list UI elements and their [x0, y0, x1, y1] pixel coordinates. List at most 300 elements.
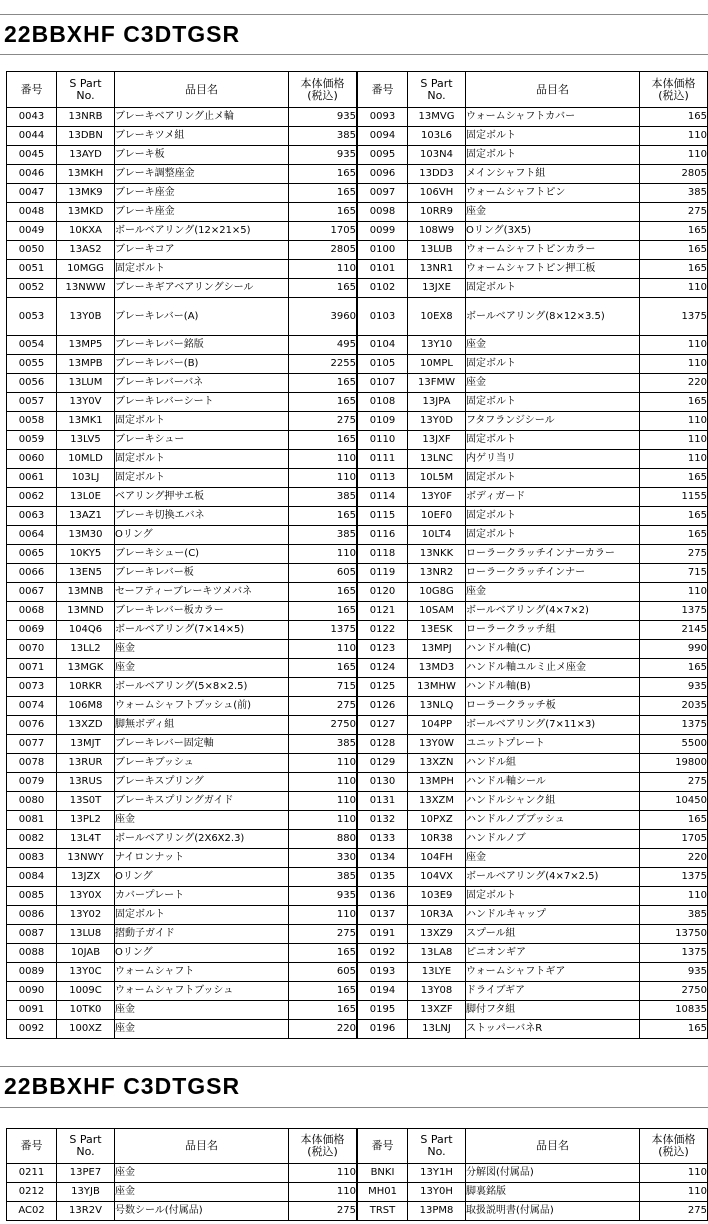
table-row [7, 678, 357, 697]
part-code: 106VH [408, 184, 466, 203]
table-row [358, 830, 708, 849]
table-row [7, 336, 357, 355]
part-number: 0113 [358, 469, 408, 488]
part-price: 385 [640, 906, 708, 925]
part-number: 0070 [7, 640, 57, 659]
part-name: ボールベアリング(5×8×2.5) [115, 678, 289, 697]
table-row [7, 944, 357, 963]
part-number: MH01 [358, 1183, 408, 1202]
table-row [358, 621, 708, 640]
part-price: 1155 [640, 488, 708, 507]
part-code: 10LT4 [408, 526, 466, 545]
part-name: ブレーキ座金 [115, 203, 289, 222]
part-code: 10MGG [57, 260, 115, 279]
part-price: 275 [289, 925, 357, 944]
part-price: 110 [289, 260, 357, 279]
part-price: 385 [289, 868, 357, 887]
part-name: 座金 [466, 203, 640, 222]
part-name: ハンドルキャップ [466, 906, 640, 925]
part-name: Oリング [115, 944, 289, 963]
part-number: 0052 [7, 279, 57, 298]
part-number: 0116 [358, 526, 408, 545]
part-price: 110 [640, 146, 708, 165]
part-code: 13MD3 [408, 659, 466, 678]
part-code: 13Y0X [57, 887, 115, 906]
part-name: 座金 [115, 1001, 289, 1020]
part-number: 0089 [7, 963, 57, 982]
table-row [358, 431, 708, 450]
part-price: 275 [640, 203, 708, 222]
table-row [358, 564, 708, 583]
part-name: メインシャフト組 [466, 165, 640, 184]
part-code: 103LJ [57, 469, 115, 488]
col-header-price: 本体価格 (税込) [289, 72, 357, 108]
part-code: 10EX8 [408, 298, 466, 336]
table-row [358, 507, 708, 526]
table-row [7, 526, 357, 545]
part-code: 13MND [57, 602, 115, 621]
part-number: 0094 [358, 127, 408, 146]
part-name: ボールベアリング(2X6X2.3) [115, 830, 289, 849]
table-row [358, 659, 708, 678]
part-name: 固定ボルト [466, 146, 640, 165]
part-code: 13LL2 [57, 640, 115, 659]
table-row [7, 583, 357, 602]
part-name: ハンドル軸(C) [466, 640, 640, 659]
part-number: 0043 [7, 108, 57, 127]
part-name: ブレーキ板 [115, 146, 289, 165]
part-code: 13DBN [57, 127, 115, 146]
part-name: ドライブギア [466, 982, 640, 1001]
part-number: 0068 [7, 602, 57, 621]
part-code: 13LU8 [57, 925, 115, 944]
part-number: 0044 [7, 127, 57, 146]
part-number: 0046 [7, 165, 57, 184]
col-header-name: 品目名 [466, 72, 640, 108]
table-row [358, 488, 708, 507]
part-price: 5500 [640, 735, 708, 754]
part-name: 固定ボルト [466, 469, 640, 488]
part-price: 385 [289, 488, 357, 507]
part-price: 13750 [640, 925, 708, 944]
part-number: 0124 [358, 659, 408, 678]
part-price: 110 [289, 640, 357, 659]
part-name: 固定ボルト [115, 260, 289, 279]
part-code: 13PE7 [57, 1164, 115, 1183]
part-price: 165 [640, 507, 708, 526]
part-name: ローラークラッチインナーカラー [466, 545, 640, 564]
part-number: 0125 [358, 678, 408, 697]
parts-table-2-right [357, 1128, 708, 1221]
table-row [7, 260, 357, 279]
part-price: 2255 [289, 355, 357, 374]
part-code: 13MKD [57, 203, 115, 222]
table-row [358, 222, 708, 241]
part-name: ハンドルノブ [466, 830, 640, 849]
part-number: 0132 [358, 811, 408, 830]
table-row [358, 1183, 708, 1202]
part-name: ハンドル組 [466, 754, 640, 773]
part-price: 165 [289, 393, 357, 412]
table-row [7, 1164, 357, 1183]
table-row [7, 393, 357, 412]
part-code: 10PXZ [408, 811, 466, 830]
table-row [7, 792, 357, 811]
part-code: 13RUS [57, 773, 115, 792]
part-price: 165 [640, 659, 708, 678]
part-name: ウォームシャフトブッシュ [115, 982, 289, 1001]
part-price: 165 [289, 507, 357, 526]
part-number: 0194 [358, 982, 408, 1001]
part-number: 0087 [7, 925, 57, 944]
part-price: 165 [640, 526, 708, 545]
part-code: 13MPB [57, 355, 115, 374]
table-row [358, 1202, 708, 1221]
part-number: 0069 [7, 621, 57, 640]
part-price: 275 [289, 412, 357, 431]
table-row [7, 811, 357, 830]
table-row [7, 203, 357, 222]
part-price: 1375 [640, 602, 708, 621]
part-number: 0130 [358, 773, 408, 792]
table-row [7, 982, 357, 1001]
part-name: 固定ボルト [466, 887, 640, 906]
section-title-2: 22BBXHF C3DTGSR [4, 1073, 241, 1099]
table-row [7, 735, 357, 754]
col-header-number: 番号 [7, 1129, 57, 1164]
part-number: 0090 [7, 982, 57, 1001]
table-row [358, 868, 708, 887]
part-name: 固定ボルト [466, 355, 640, 374]
part-number: 0127 [358, 716, 408, 735]
table-row [358, 146, 708, 165]
table-row [7, 963, 357, 982]
table-row [358, 279, 708, 298]
table-row [358, 336, 708, 355]
part-price: 10450 [640, 792, 708, 811]
part-name: ハンドルシャンク組 [466, 792, 640, 811]
part-code: 10SAM [408, 602, 466, 621]
table-row [358, 602, 708, 621]
part-number: 0122 [358, 621, 408, 640]
col-header-number: 番号 [358, 72, 408, 108]
part-number: 0100 [358, 241, 408, 260]
part-price: 1375 [640, 298, 708, 336]
part-price: 2805 [640, 165, 708, 184]
part-number: 0050 [7, 241, 57, 260]
part-name: ウォームシャフトピンカラー [466, 241, 640, 260]
table-row [7, 906, 357, 925]
table-row [7, 564, 357, 583]
part-name: ユニットプレート [466, 735, 640, 754]
part-name: ブレーキシュー [115, 431, 289, 450]
part-name: 固定ボルト [466, 393, 640, 412]
table-row [7, 1183, 357, 1202]
part-number: 0047 [7, 184, 57, 203]
part-price: 715 [289, 678, 357, 697]
part-code: 10JAB [57, 944, 115, 963]
table-row [7, 450, 357, 469]
part-name: 固定ボルト [466, 127, 640, 146]
part-name: 座金 [466, 374, 640, 393]
part-name: ボールベアリング(7×14×5) [115, 621, 289, 640]
part-name: 座金 [115, 1164, 289, 1183]
col-header-name: 品目名 [466, 1129, 640, 1164]
part-price: 2750 [640, 982, 708, 1001]
part-code: 13AZ1 [57, 507, 115, 526]
part-name: ブレーキレバー銘版 [115, 336, 289, 355]
part-price: 275 [289, 697, 357, 716]
part-name: ハンドル軸(B) [466, 678, 640, 697]
table-row [358, 925, 708, 944]
table-row [358, 127, 708, 146]
part-name: 座金 [466, 336, 640, 355]
part-price: 110 [640, 1164, 708, 1183]
part-number: 0211 [7, 1164, 57, 1183]
table-row [358, 982, 708, 1001]
table-row [7, 146, 357, 165]
part-price: 3960 [289, 298, 357, 336]
col-header-part: S Part No. [57, 72, 115, 108]
part-code: 13Y0H [408, 1183, 466, 1202]
part-price: 165 [289, 431, 357, 450]
part-number: 0137 [358, 906, 408, 925]
part-code: 13AYD [57, 146, 115, 165]
part-name: ブレーキベアリング止メ輪 [115, 108, 289, 127]
part-name: ハンドル軸シール [466, 773, 640, 792]
part-price: 110 [640, 355, 708, 374]
part-price: 110 [640, 336, 708, 355]
part-price: 110 [640, 583, 708, 602]
part-price: 110 [289, 906, 357, 925]
part-price: 165 [289, 184, 357, 203]
table-row [358, 773, 708, 792]
table-row [358, 298, 708, 336]
col-header-price: 本体価格 (税込) [289, 1129, 357, 1164]
part-number: 0081 [7, 811, 57, 830]
part-name: ボールベアリング(8×12×3.5) [466, 298, 640, 336]
part-price: 165 [640, 1020, 708, 1039]
part-number: 0099 [358, 222, 408, 241]
part-number: 0115 [358, 507, 408, 526]
part-price: 165 [289, 583, 357, 602]
part-number: 0134 [358, 849, 408, 868]
part-price: 1705 [289, 222, 357, 241]
part-name: 座金 [466, 849, 640, 868]
part-code: 10R38 [408, 830, 466, 849]
part-number: 0126 [358, 697, 408, 716]
table-row [7, 716, 357, 735]
part-name: 固定ボルト [115, 450, 289, 469]
part-code: 103L6 [408, 127, 466, 146]
part-name: 固定ボルト [115, 469, 289, 488]
part-name: カバープレート [115, 887, 289, 906]
part-number: BNKI [358, 1164, 408, 1183]
part-code: 13MKH [57, 165, 115, 184]
part-code: 108W9 [408, 222, 466, 241]
part-code: 13YJB [57, 1183, 115, 1202]
part-code: 13Y10 [408, 336, 466, 355]
part-number: 0101 [358, 260, 408, 279]
part-code: 103N4 [408, 146, 466, 165]
col-header-part: S Part No. [408, 72, 466, 108]
part-number: 0061 [7, 469, 57, 488]
part-code: 10G8G [408, 583, 466, 602]
part-number: 0057 [7, 393, 57, 412]
part-price: 220 [640, 374, 708, 393]
part-name: 取扱説明書(付属品) [466, 1202, 640, 1221]
part-price: 165 [640, 393, 708, 412]
part-number: 0063 [7, 507, 57, 526]
part-code: 13M30 [57, 526, 115, 545]
part-code: 13R2V [57, 1202, 115, 1221]
table-row [7, 773, 357, 792]
table-row [7, 602, 357, 621]
part-code: 13Y0W [408, 735, 466, 754]
part-name: ブレーキギアベアリングシール [115, 279, 289, 298]
table-row [358, 412, 708, 431]
part-code: 10L5M [408, 469, 466, 488]
part-code: 13Y0B [57, 298, 115, 336]
part-name: ブレーキコア [115, 241, 289, 260]
part-code: 13NKK [408, 545, 466, 564]
part-price: 2805 [289, 241, 357, 260]
part-code: 106M8 [57, 697, 115, 716]
part-name: ブレーキシュー(C) [115, 545, 289, 564]
part-number: 0123 [358, 640, 408, 659]
part-price: 605 [289, 963, 357, 982]
part-name: ウォームシャフトピン [466, 184, 640, 203]
part-name: 脚裏銘版 [466, 1183, 640, 1202]
part-price: 2145 [640, 621, 708, 640]
part-code: 10KXA [57, 222, 115, 241]
table-row [7, 241, 357, 260]
part-code: 13MHW [408, 678, 466, 697]
part-code: 13Y08 [408, 982, 466, 1001]
part-name: ブレーキレバー固定軸 [115, 735, 289, 754]
part-number: 0083 [7, 849, 57, 868]
part-price: 1375 [289, 621, 357, 640]
part-name: セーフティーブレーキツメバネ [115, 583, 289, 602]
part-number: 0067 [7, 583, 57, 602]
part-name: ブレーキレバー板 [115, 564, 289, 583]
part-name: ウォームシャフトピン押工板 [466, 260, 640, 279]
part-name: 座金 [115, 640, 289, 659]
part-number: 0053 [7, 298, 57, 336]
part-price: 110 [640, 450, 708, 469]
part-price: 165 [640, 222, 708, 241]
part-name: 固定ボルト [466, 507, 640, 526]
table-row [7, 222, 357, 241]
col-header-price: 本体価格 (税込) [640, 1129, 708, 1164]
table-row [358, 545, 708, 564]
part-number: 0129 [358, 754, 408, 773]
part-code: 13LNJ [408, 1020, 466, 1039]
col-header-part: S Part No. [57, 1129, 115, 1164]
part-name: 座金 [115, 1020, 289, 1039]
part-price: 165 [289, 1001, 357, 1020]
part-price: 880 [289, 830, 357, 849]
part-number: 0109 [358, 412, 408, 431]
part-price: 110 [640, 887, 708, 906]
part-price: 165 [289, 203, 357, 222]
table-row [358, 203, 708, 222]
part-price: 1375 [640, 868, 708, 887]
part-price: 1705 [640, 830, 708, 849]
table-row [7, 184, 357, 203]
table-row [7, 849, 357, 868]
part-number: 0133 [358, 830, 408, 849]
table-row [7, 640, 357, 659]
part-name: ハンドルノブブッシュ [466, 811, 640, 830]
part-name: 座金 [115, 1183, 289, 1202]
table-row [358, 184, 708, 203]
part-name: 脚無ボディ組 [115, 716, 289, 735]
part-code: 13JZX [57, 868, 115, 887]
part-name: ブレーキレバーバネ [115, 374, 289, 393]
part-number: 0118 [358, 545, 408, 564]
part-price: 110 [289, 1183, 357, 1202]
part-code: 10RR9 [408, 203, 466, 222]
part-price: 935 [640, 963, 708, 982]
part-code: 13NWY [57, 849, 115, 868]
part-name: ベアリング押サエ板 [115, 488, 289, 507]
part-name: Oリング [115, 868, 289, 887]
part-number: AC02 [7, 1202, 57, 1221]
part-name: ウォームシャフトブッシュ(前) [115, 697, 289, 716]
table-row [358, 108, 708, 127]
table-row [358, 887, 708, 906]
table-row [358, 450, 708, 469]
table-row [7, 1202, 357, 1221]
part-price: 110 [640, 127, 708, 146]
part-name: フタフランジシール [466, 412, 640, 431]
table-row [358, 735, 708, 754]
table-row [7, 697, 357, 716]
part-code: 13LV5 [57, 431, 115, 450]
part-code: 13NLQ [408, 697, 466, 716]
part-name: 座金 [115, 811, 289, 830]
part-number: 0078 [7, 754, 57, 773]
part-name: 固定ボルト [466, 526, 640, 545]
part-number: 0065 [7, 545, 57, 564]
part-price: 385 [289, 735, 357, 754]
part-number: 0048 [7, 203, 57, 222]
part-code: 10EF0 [408, 507, 466, 526]
part-name: ボディガード [466, 488, 640, 507]
part-code: 13L4T [57, 830, 115, 849]
table-row [358, 906, 708, 925]
part-price: 19800 [640, 754, 708, 773]
part-code: 13AS2 [57, 241, 115, 260]
table-row [7, 355, 357, 374]
part-code: 13FMW [408, 374, 466, 393]
part-price: 220 [289, 1020, 357, 1039]
part-name: ブレーキスプリング [115, 773, 289, 792]
part-price: 935 [640, 678, 708, 697]
part-name: 固定ボルト [466, 431, 640, 450]
part-code: 103E9 [408, 887, 466, 906]
part-price: 495 [289, 336, 357, 355]
part-name: ブレーキレバー(B) [115, 355, 289, 374]
part-code: 13PL2 [57, 811, 115, 830]
part-price: 110 [289, 773, 357, 792]
table-row [358, 697, 708, 716]
part-code: 13Y0D [408, 412, 466, 431]
part-code: 13LUM [57, 374, 115, 393]
part-code: 13NRB [57, 108, 115, 127]
table-row [7, 412, 357, 431]
